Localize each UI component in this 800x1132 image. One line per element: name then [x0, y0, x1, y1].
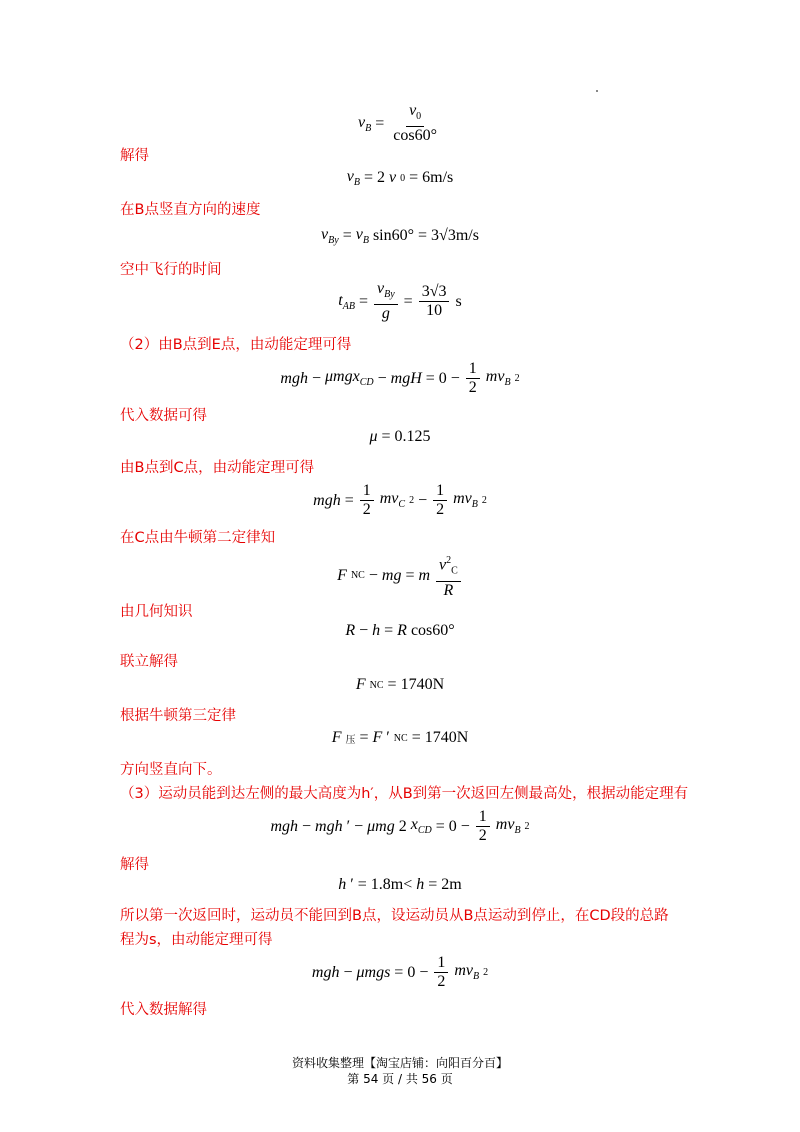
- equation-geometry: R − h = R cos60°: [345, 622, 455, 639]
- text-conclusion-line-1: 所以第一次返回时，运动员不能回到B点，设运动员从B点运动到停止，在CD段的总路: [120, 908, 669, 924]
- equation-vb-value: $v_B$ = 2 v 0 = 6m/s: [346, 168, 454, 189]
- equation-tab: $t_{AB}$ = $\frac{v_{By}}{g}$ = $\frac{3√3}{10}$ s: [338, 280, 462, 323]
- footer-page-number: 第 54 页 / 共 56 页: [347, 1072, 453, 1086]
- text-part-2: （2）由B点到E点，由动能定理可得: [120, 337, 352, 353]
- equation-energy-b-e: mgh − μmgx$_{CD}$ − mgH = 0 − $\frac{1}{2}$ $mv_B$ 2: [280, 360, 520, 396]
- equation-energy-stop: mgh − μmgs = 0 − $\frac{1}{2}$ $mv_B$ 2: [311, 954, 489, 990]
- text-combine: 联立解得: [120, 654, 178, 670]
- equation-mu: μ = 0.125: [369, 428, 431, 445]
- footer-source: 资料收集整理【淘宝店铺：向阳百分百】: [291, 1056, 508, 1070]
- text-geometry: 由几何知识: [120, 604, 193, 620]
- text-direction: 方向竖直向下。: [120, 762, 222, 778]
- text-jiede-2: 解得: [120, 857, 149, 873]
- text-air-time: 空中飞行的时间: [120, 262, 222, 278]
- text-newton-2: 在C点由牛顿第二定律知: [120, 530, 276, 546]
- equation-newton-2: F NC − mg = m $\frac{v^2_C}{R}$: [0, 552, 800, 600]
- text-jiede-1: 解得: [120, 148, 149, 164]
- text-substitute-2: 代入数据解得: [120, 1002, 207, 1018]
- text-b-to-c: 由B点到C点，由动能定理可得: [120, 460, 315, 476]
- equation-fnc: F NC = 1740N: [355, 676, 445, 693]
- text-conclusion-line-2: 程为s，由动能定理可得: [120, 932, 273, 948]
- equation-energy-b-c: mgh = $\frac{1}{2}$ $mv_C$ 2 − $\frac{1}{2}$ $mv_B$ 2: [313, 482, 487, 518]
- equation-energy-left: mgh − mgh ′ − μmg 2 $x_{CD}$ = 0 − $\frac{1}{2}$ $mv_B$ 2: [270, 808, 530, 844]
- equation-vb-cos: $v_B$ = $\frac{v_0}{\cos 60^\circ}$: [358, 102, 437, 145]
- text-substitute-1: 代入数据可得: [120, 408, 207, 424]
- speck: [596, 90, 598, 92]
- equation-h-prime: h ′ = 1.8m< h = 2m: [338, 876, 462, 893]
- equation-f-press: F 压 = F ′ NC = 1740N: [331, 729, 469, 746]
- text-part-3: （3）运动员能到达左侧的最大高度为h′，从B到第一次返回左侧最高处，根据动能定理有: [120, 786, 689, 802]
- text-newton-3: 根据牛顿第三定律: [120, 708, 236, 724]
- text-b-vertical: 在B点竖直方向的速度: [120, 202, 261, 218]
- equation-vby: $v_{By}$ = $v_B$ sin60° = 3√3m/s: [321, 226, 479, 247]
